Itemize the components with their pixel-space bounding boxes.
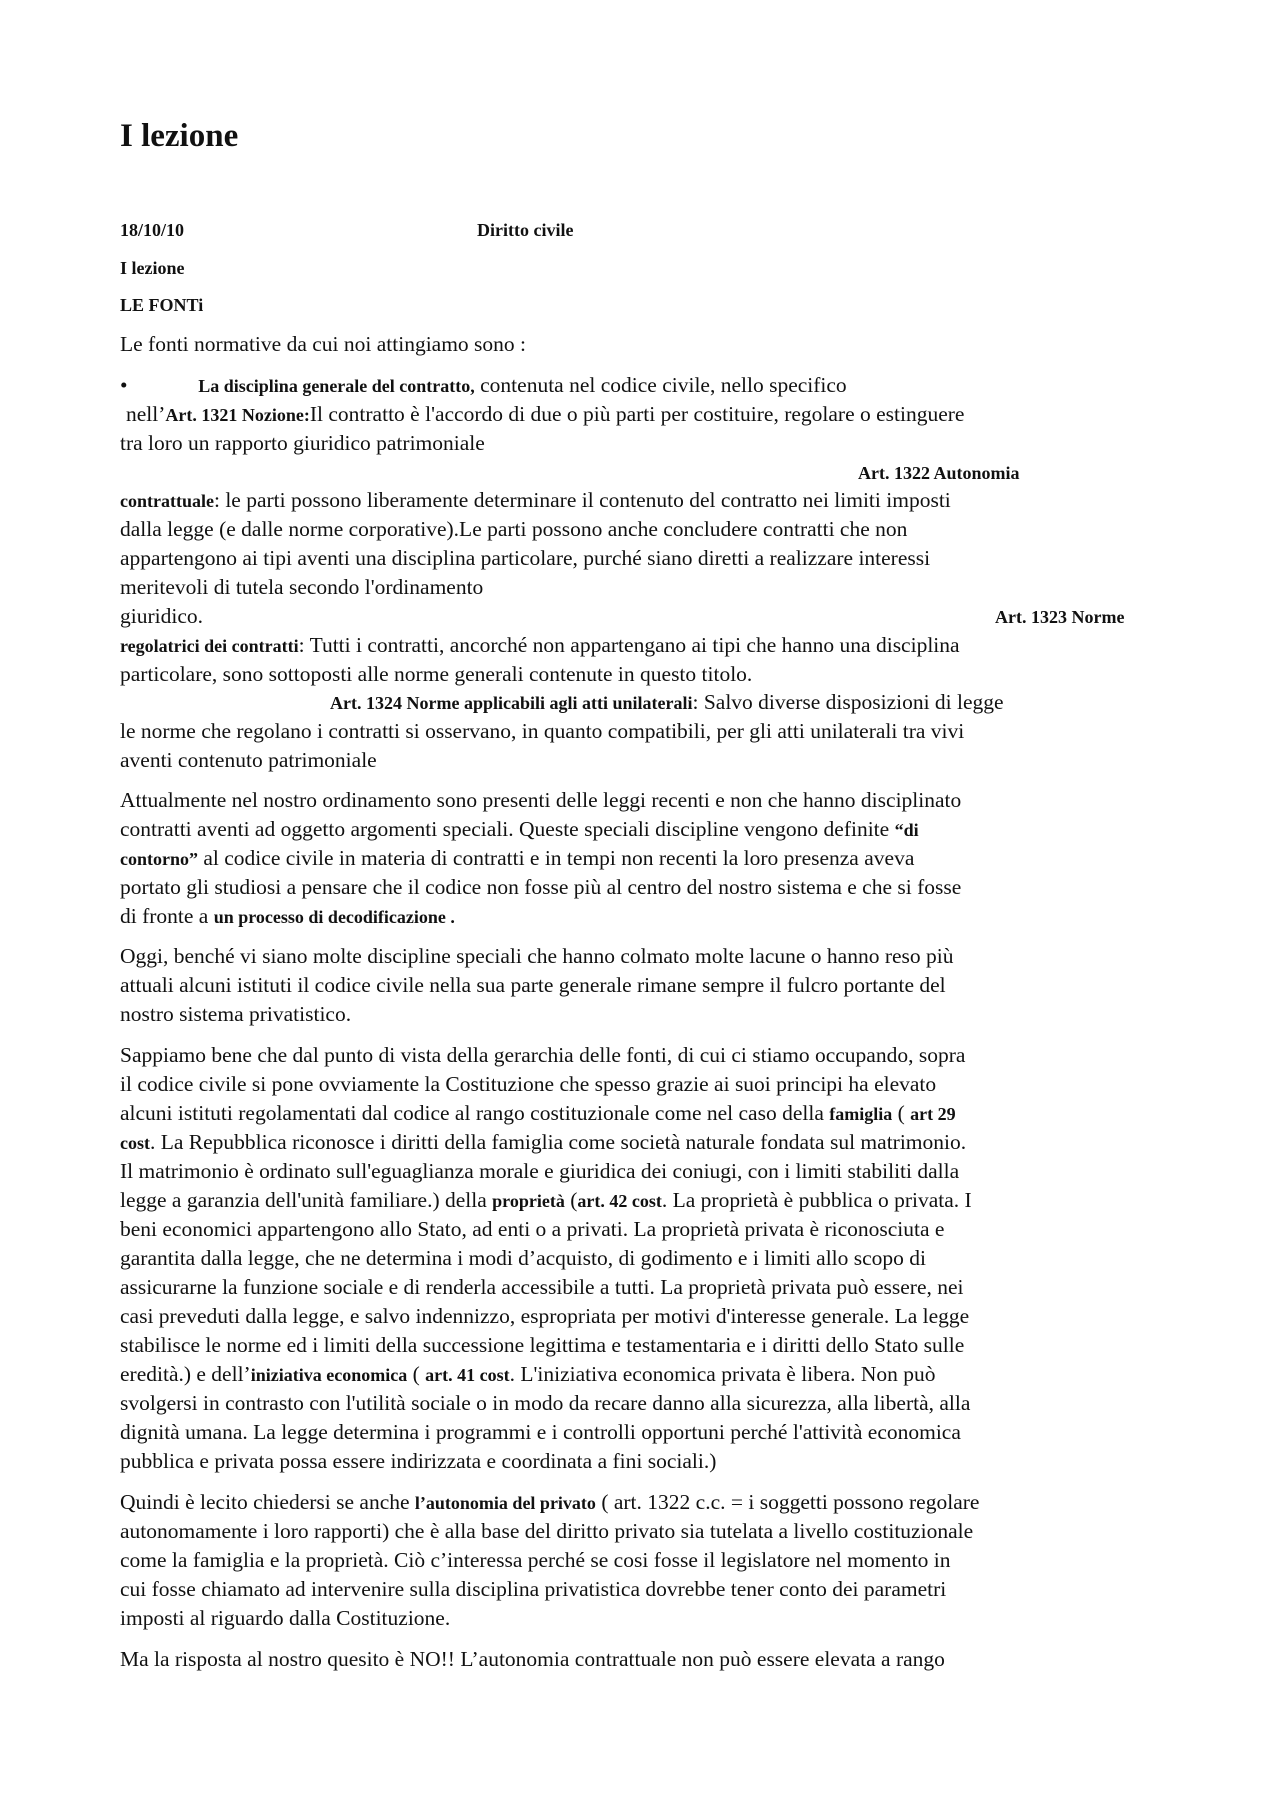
- art-1322-label-a: Art. 1322 Autonomia: [858, 463, 1020, 483]
- art-1322-line-5: giuridico.: [120, 604, 203, 628]
- page-title: I lezione: [120, 118, 239, 154]
- art-1324-line-3: aventi contenuto patrimoniale: [120, 748, 377, 772]
- para3-line-14: dignità umana. La legge determina i programmi e i controlli opportuni perché l'attività economica: [120, 1420, 961, 1444]
- bullet-line-1: [120, 373, 847, 398]
- art-1322-line-2: dalla legge (e dalle norme corporative).Le parti possono anche concludere contratti che non: [120, 517, 908, 541]
- art-1322-line-3: appartengono ai tipi aventi una disciplina particolare, purché siano diretti a realizzare interessi: [120, 546, 931, 570]
- para4-line-3: come la famiglia e la proprietà. Ciò c’interessa perché se cosi fosse il legislatore nel momento in: [120, 1548, 951, 1572]
- para3-line-4: cost. La Repubblica riconosce i diritti della famiglia come società naturale fondata sul matrimonio.: [120, 1130, 967, 1154]
- intro-text: Le fonti normative da cui noi attingiamo sono :: [120, 332, 527, 356]
- para1-line-2: contratti aventi ad oggetto argomenti speciali. Queste speciali discipline vengono definite “di: [120, 817, 919, 841]
- para4-line-1: Quindi è lecito chiedersi se anche l’autonomia del privato ( art. 1322 c.c. = i soggetti possono regolare: [120, 1490, 980, 1514]
- para1-line-3: contorno” al codice civile in materia di contratti e in tempi non recenti la loro presenza aveva: [120, 846, 915, 870]
- bullet-line-2: nell’Art. 1321 Nozione:Il contratto è l'accordo di due o più parti per costituire, regolare o estinguere: [126, 402, 965, 426]
- para3-line-10: casi preveduti dalla legge, e salvo indennizzo, espropriata per motivi d'interesse generale. La legge: [120, 1304, 970, 1328]
- art-1324-label: Art. 1324 Norme applicabili agli atti unilaterali: [330, 693, 693, 713]
- lesson-number: I lezione: [120, 258, 185, 278]
- art-1323-line-2: particolare, sono sottoposti alle norme generali contenute in questo titolo.: [120, 662, 753, 686]
- para5-line-1: Ma la risposta al nostro quesito è NO!! L’autonomia contrattuale non può essere elevata a rango: [120, 1647, 945, 1671]
- lesson-topic: LE FONTi: [120, 295, 204, 315]
- art-1322-line-4: meritevoli di tutela secondo l'ordinamento: [120, 575, 484, 599]
- para3-line-5: Il matrimonio è ordinato sull'eguaglianza morale e giuridica dei coniugi, con i limiti stabiliti dalla: [120, 1159, 960, 1183]
- para2-line-3: nostro sistema privatistico.: [120, 1002, 352, 1026]
- para3-line-1: Sappiamo bene che dal punto di vista della gerarchia delle fonti, di cui ci stiamo occupando, sopra: [120, 1043, 966, 1067]
- bullet-text-1: contenuta nel codice civile, nello specifico: [474, 373, 847, 397]
- art-1322-line-1: contrattuale: le parti possono liberamente determinare il contenuto del contratto nei limiti imposti: [120, 488, 951, 512]
- para3-line-6: legge a garanzia dell'unità familiare.) della proprietà (art. 42 cost. La proprietà è pubblica o privata. I: [120, 1188, 972, 1212]
- bullet-line-3: tra loro un rapporto giuridico patrimoniale: [120, 431, 485, 455]
- para4-line-5: imposti al riguardo dalla Costituzione.: [120, 1606, 451, 1630]
- para2-line-1: Oggi, benché vi siano molte discipline speciali che hanno colmato molte lacune o hanno reso più: [120, 944, 954, 968]
- para3-line-3: alcuni istituti regolamentati dal codice al rango costituzionale come nel caso della famiglia ( art 29: [120, 1101, 956, 1125]
- art-1321-label: Art. 1321 Nozione:: [165, 405, 310, 425]
- para3-line-13: svolgersi in contrasto con l'utilità sociale o in modo da recare danno alla sicurezza, alla libertà, alla: [120, 1391, 971, 1415]
- para3-line-7: beni economici appartengono allo Stato, ad enti o a privati. La proprietà privata è riconosciuta e: [120, 1217, 945, 1241]
- para3-line-11: stabilisce le norme ed i limiti della successione legittima e testamentaria e i diritti dello Stato sulle: [120, 1333, 965, 1357]
- para2-line-2: attuali alcuni istituti il codice civile nella sua parte generale rimane sempre il fulcro portante del: [120, 973, 946, 997]
- para4-line-4: cui fosse chiamato ad intervenire sulla disciplina privatistica dovrebbe tener conto dei parametri: [120, 1577, 947, 1601]
- para3-line-15: pubblica e privata possa essere indirizzata e coordinata a fini sociali.): [120, 1449, 717, 1473]
- para1-line-4: portato gli studiosi a pensare che il codice non fosse più al centro del nostro sistema e che si fosse: [120, 875, 962, 899]
- para3-line-9: assicurarne la funzione sociale e di renderla accessibile a tutti. La proprietà privata può essere, nei: [120, 1275, 964, 1299]
- art-1324-line-2: le norme che regolano i contratti si osservano, in quanto compatibili, per gli atti unilaterali tra vivi: [120, 719, 965, 743]
- art-1324-line-1: Art. 1324 Norme applicabili agli atti unilaterali: Salvo diverse disposizioni di legge: [330, 690, 1004, 714]
- para3-line-8: garantita dalla legge, che ne determina i modi d’acquisto, di godimento e i limiti allo scopo di: [120, 1246, 927, 1270]
- art-1323-label-a: Art. 1323 Norme: [995, 607, 1125, 627]
- bullet-icon: •: [120, 373, 128, 397]
- para1-line-5: di fronte a un processo di decodificazione .: [120, 904, 455, 928]
- lesson-subject: Diritto civile: [477, 220, 574, 240]
- art-1322-label-b: contrattuale: [120, 491, 214, 511]
- art-1323-label-b: regolatrici dei contratti: [120, 636, 299, 656]
- lesson-date: 18/10/10: [120, 220, 185, 240]
- para4-line-2: autonomamente i loro rapporti) che è alla base del diritto privato sia tutelata a livello costituzionale: [120, 1519, 974, 1543]
- decodificazione-term: un processo di decodificazione .: [213, 907, 455, 927]
- para3-line-12: eredità.) e dell’iniziativa economica ( art. 41 cost. L'iniziativa economica privata è libera. Non può: [120, 1362, 936, 1386]
- para1-line-1: Attualmente nel nostro ordinamento sono presenti delle leggi recenti e non che hanno disciplinato: [120, 788, 962, 812]
- bullet-bold-1: La disciplina generale del contratto,: [198, 376, 475, 396]
- art-1323-line-1: regolatrici dei contratti: Tutti i contratti, ancorché non appartengano ai tipi che hanno una disciplina: [120, 633, 960, 657]
- para3-line-2: il codice civile si pone ovviamente la Costituzione che spesso grazie ai suoi principi ha elevato: [120, 1072, 937, 1096]
